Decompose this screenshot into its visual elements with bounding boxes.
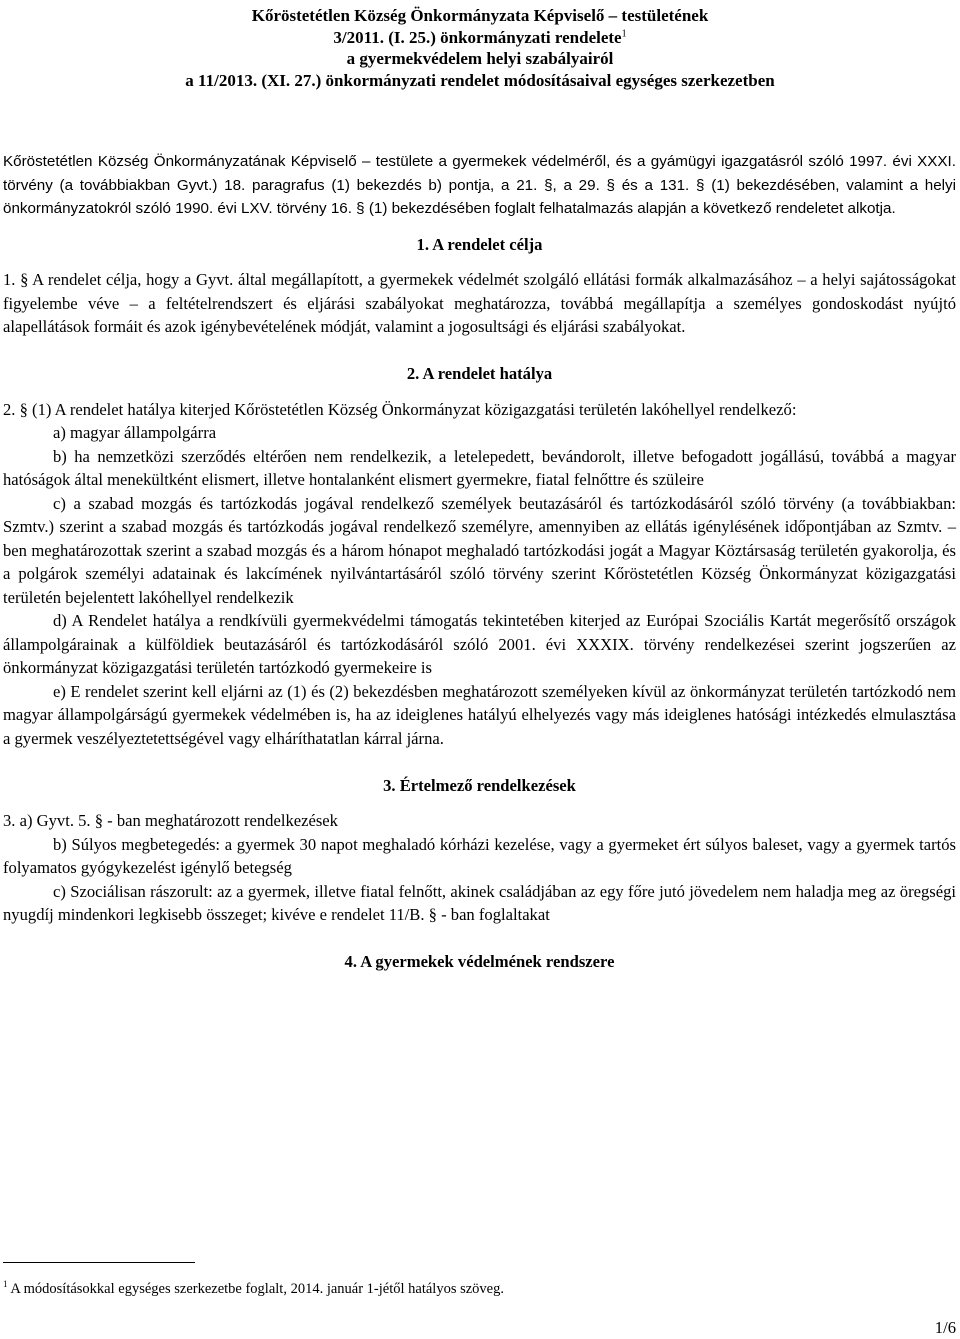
- section-3-heading: 3. Értelmező rendelkezések: [383, 775, 576, 795]
- section-2-item-b: b) ha nemzetközi szerződés eltérően nem rendelkezik, a letelepedett, bevándorolt, illetve befogadott jogállású, továbbá a magyar hatóságok által menekültként elismert, illetve hontalanként elismert gyermekre, fiatal felnőttre és szüleire: [3, 446, 956, 489]
- section-3-item-c: c) Szociálisan rászorult: az a gyermek, illetve fiatal felnőtt, akinek családjában az egy főre jutó jövedelem nem haladja meg az öregségi nyugdíj mindenkori legkisebb összeget; kivéve e rendelet 11/B. § - ban foglaltakat: [3, 881, 956, 924]
- title-line-2-text: 3/2011. (I. 25.) önkormányzati rendelete: [333, 27, 622, 47]
- section-1-text: 1. § A rendelet célja, hogy a Gyvt. által megállapított, a gyermekek védelmét szolgáló ellátási formák alkalmazásához – a helyi sajátosságokat figyelembe véve – a feltételrendszert és eljárási szabályokat meghatározza, továbbá megállapítja a személyes gondoskodást nyújtó alapellátások formáit és azok igénybevételének módját, valamint a jogosultsági és eljárási szabályokat.: [3, 270, 956, 336]
- footnote-reference[interactable]: 1: [621, 27, 627, 39]
- footnote-number: 1: [3, 1279, 8, 1290]
- section-3-item-a: 3. a) Gyvt. 5. § - ban meghatározott rendelkezések: [3, 811, 338, 830]
- section-2-item-d: d) A Rendelet hatálya a rendkívüli gyermekvédelmi támogatás tekintetében kiterjed az Európai Szociális Kartát megerősítő országok állampolgárainak a külföldiek beutazásáról és tartózkodásáról szóló 2001. évi XXXIX. törvény rendelkezései szerint jogszerűen az önkormányzat közigazgatási területén tartózkodó gyermekeire is: [3, 611, 956, 677]
- section-4-heading: 4. A gyermekek védelmének rendszere: [344, 952, 615, 971]
- title-line-4: a 11/2013. (XI. 27.) önkormányzati rendelet módosításaival egységes szerkezetben: [185, 70, 775, 90]
- title-line-1: Kőröstetétlen Község Önkormányzata Képviselő – testületének: [251, 6, 709, 25]
- section-2-item-a: a) magyar állampolgárra: [53, 423, 217, 442]
- footnote-divider: [3, 1262, 195, 1263]
- section-2-intro: 2. § (1) A rendelet hatálya kiterjed Kőröstetétlen Község Önkormányzat közigazgatási területén lakóhellyel rendelkező:: [3, 399, 797, 419]
- title-line-3: a gyermekvédelem helyi szabályairól: [346, 49, 614, 68]
- footnote-text: A módosításokkal egységes szerkezetbe foglalt, 2014. január 1-jétől hatályos szöveg.: [10, 1281, 504, 1297]
- page-number: 1/6: [934, 1318, 956, 1337]
- preamble: Kőröstetétlen Község Önkormányzatának Képviselő – testülete a gyermekek védelméről, és a gyámügyi igazgatásról szóló 1997. évi XXXI. törvény (a továbbiakban Gyvt.) 18. paragrafus (1) bekezdés b) pontja, a 21. §, a 29. § és a 131. § (1) bekezdésében, valamint a helyi önkormányzatokról szóló 1990. évi LXV. törvény 16. § (1) bekezdésében foglalt felhatalmazás alapján a következő rendeletet alkotja.: [3, 153, 956, 217]
- document-body: [3, 150, 956, 974]
- section-2-heading: 2. A rendelet hatálya: [406, 364, 553, 383]
- section-2-item-c: c) a szabad mozgás és tartózkodás jogával rendelkező személyek beutazásáról és tartózkodásáról szóló törvény (a továbbiakban: Szmtv.) szerint a szabad mozgás és tartózkodás jogával rendelkező személyre, amennyiben az ellátás igénylésének időpontjában az Szmtv. –ben meghatározottak szerint a szabad mozgás és a három hónapot meghaladó tartózkodási jogát a Magyar Köztársaság területén gyakorolja, és a polgárok személyi adatainak és lakcímének nyilvántartásáról szóló törvény szerint Kőröstetétlen Község Önkormányzat közigazgatási területén bejelentett lakóhellyel rendelkezik: [3, 493, 956, 607]
- section-3-item-b: b) Súlyos megbetegedés: a gyermek 30 napot meghaladó kórházi kezelése, vagy a gyermeket ért súlyos baleset, vagy a gyermek tartós folyamatos gyógykezelést igénylő betegség: [3, 834, 956, 877]
- section-1-heading: 1. A rendelet célja: [416, 234, 543, 254]
- section-2-item-e: e) E rendelet szerint kell eljárni az (1) és (2) bekezdésben meghatározott személyeken kívül az önkormányzat területén tartózkodó nem magyar állampolgárságú gyermekek védelmében is, ha az ideiglenes hatályú elhelyezés vagy más ideiglenes hatósági intézkedés elmulasztása a gyermek veszélyeztetettségével vagy elháríthatatlan kárral járna.: [3, 681, 956, 748]
- document-title: [0, 5, 960, 91]
- footnote: [3, 1279, 953, 1299]
- title-line-2: [0, 27, 960, 49]
